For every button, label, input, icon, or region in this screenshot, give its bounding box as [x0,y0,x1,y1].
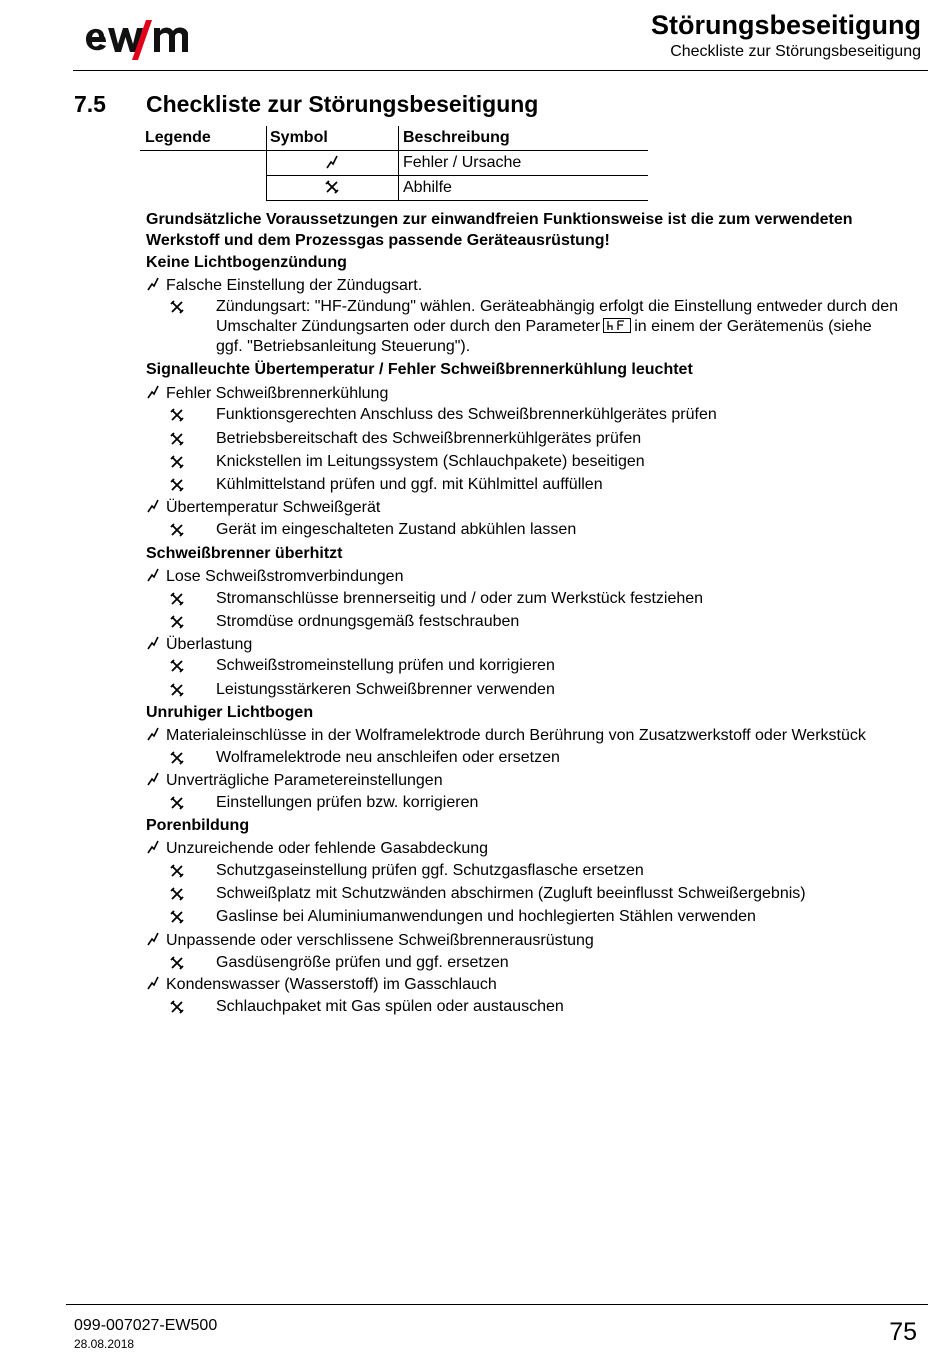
fault-item [146,276,422,296]
remedy-text: Gaslinse bei Aluminiumanwendungen und hochlegierten Stählen verwenden [216,908,756,925]
fault-icon [146,840,160,854]
group-heading: Porenbildung [146,817,250,834]
fault-icon [146,385,160,399]
legend-table [140,126,648,201]
fault-text: Unzureichende oder fehlende Gasabdeckung [166,840,489,857]
fault-text: Kondenswasser (Wasserstoff) im Gasschlauch [166,976,497,993]
remedy-icon [170,956,184,970]
document-number: 099-007027-EW500 [74,1317,218,1334]
remedy-icon [170,615,184,629]
remedy-icon [170,683,184,697]
header-divider [73,70,928,71]
legend-header-symbol: Symbol [270,129,328,146]
group-heading: Signalleuchte Übertemperatur / Fehler Schweißbrennerkühlung leuchtet [146,361,693,378]
fault-text: Falsche Einstellung der Zündugsart. [166,277,423,294]
remedy-text: Schweißplatz mit Schutzwänden abschirmen (Zugluft beeinflusst Schweißergebnis) [216,885,806,902]
legend-remedy-text: Abhilfe [403,179,452,196]
remedy-icon [170,796,184,810]
legend-header-rule [140,150,648,151]
fault-text: Fehler Schweißbrennerkühlung [166,385,389,402]
fault-item [146,635,252,655]
fault-item [146,498,380,518]
group-heading: Schweißbrenner überhitzt [146,545,343,562]
legend-fault-text: Fehler / Ursache [403,154,522,171]
fault-item [146,384,388,404]
fault-item [146,975,497,995]
remedy-text: Schutzgaseinstellung prüfen ggf. Schutzgasflasche ersetzen [216,862,644,879]
remedy-text: Kühlmittelstand prüfen und ggf. mit Kühlmittel auffüllen [216,476,603,493]
remedy-text: Wolframelektrode neu anschleifen oder ersetzen [216,749,560,766]
group-heading: Keine Lichtbogenzündung [146,254,347,271]
fault-text: Lose Schweißstromverbindungen [166,568,404,585]
remedy-text: Gasdüsengröße prüfen und ggf. ersetzen [216,954,509,971]
remedy-text: Knickstellen im Leitungssystem (Schlauchpakete) beseitigen [216,453,645,470]
fault-item [146,931,594,951]
remedy-text: Stromdüse ordnungsgemäß festschrauben [216,613,520,630]
intro-note: Grundsätzliche Voraussetzungen zur einwandfreien Funktionsweise ist die zum verwendeten Werkstoff und dem Prozessgas passende Geräteausrüstung! [146,211,853,249]
legend-remedy-symbol [266,180,398,198]
fault-icon [146,727,160,741]
remedy-text-start: Zündungsart: "HF-Zündung" wählen. Geräteabhängig erfolgt die Einstellung entweder durch den Umschalter Zündungsarten oder durch den Parameter [216,298,899,335]
remedy-text: Funktionsgerechten Anschluss des Schweißbrennerkühlgerätes prüfen [216,406,717,423]
remedy-text: Stromanschlüsse brennerseitig und / oder zum Werkstück festziehen [216,590,704,607]
remedy-text: Einstellungen prüfen bzw. korrigieren [216,794,479,811]
remedy-icon [170,1000,184,1014]
fault-icon [146,772,160,786]
header-title: Störungsbeseitigung [651,10,921,40]
fault-icon [146,636,160,650]
footer-divider [66,1304,928,1305]
fault-text: Überlastung [166,636,253,653]
remedy-icon [170,659,184,673]
remedy-icon [170,455,184,469]
legend-column-rule [398,126,399,201]
fault-icon [146,932,160,946]
fault-text: Materialeinschlüsse in der Wolframelektrode durch Berührung von Zusatzwerkstoff oder Werkstück [166,727,866,744]
remedy-icon [170,523,184,537]
remedy-item [170,297,900,357]
fault-icon [146,976,160,990]
legend-header-legend: Legende [145,129,211,146]
fault-icon [325,155,339,169]
remedy-icon [170,910,184,924]
remedy-icon [170,408,184,422]
header-subtitle: Checkliste zur Störungsbeseitigung [670,43,921,60]
legend-header-description: Beschreibung [403,129,510,146]
remedy-icon [170,432,184,446]
remedy-text-end: in einem der Gerätemenüs (siehe ggf. "Betriebsanleitung Steuerung"). [216,318,872,355]
legend-bottom-rule [266,200,648,201]
section-number: 7.5 [74,91,106,117]
remedy-text: Schlauchpaket mit Gas spülen oder austauschen [216,998,564,1015]
remedy-text: Gerät im eingeschalteten Zustand abkühlen lassen [216,521,577,538]
fault-text: Übertemperatur Schweißgerät [166,499,381,516]
fault-item [146,726,866,746]
page-number: 75 [889,1318,917,1346]
remedy-text: Schweißstromeinstellung prüfen und korrigieren [216,657,555,674]
fault-text: Unpassende oder verschlissene Schweißbrennerausrüstung [166,932,594,949]
fault-icon [146,568,160,582]
legend-row-rule [266,175,648,176]
legend-fault-symbol [266,155,398,173]
group-heading: Unruhiger Lichtbogen [146,704,314,721]
fault-icon [146,277,160,291]
remedy-icon [170,887,184,901]
remedy-icon [170,751,184,765]
fault-icon [146,499,160,513]
remedy-icon [325,180,339,194]
fault-item [146,839,488,859]
fault-text: Unverträgliche Parametereinstellungen [166,772,443,789]
fault-item [146,771,443,791]
remedy-text: Leistungsstärkeren Schweißbrenner verwenden [216,681,555,698]
section-title: Checkliste zur Störungsbeseitigung [146,91,539,117]
document-date: 28.08.2018 [74,1337,135,1351]
remedy-icon [170,592,184,606]
remedy-text: Betriebsbereitschaft des Schweißbrennerkühlgerätes prüfen [216,430,642,447]
fault-item [146,567,403,587]
hf-parameter-icon [603,318,631,333]
ewm-logo [82,16,212,62]
remedy-icon [170,864,184,878]
remedy-icon [170,300,184,314]
remedy-icon [170,478,184,492]
